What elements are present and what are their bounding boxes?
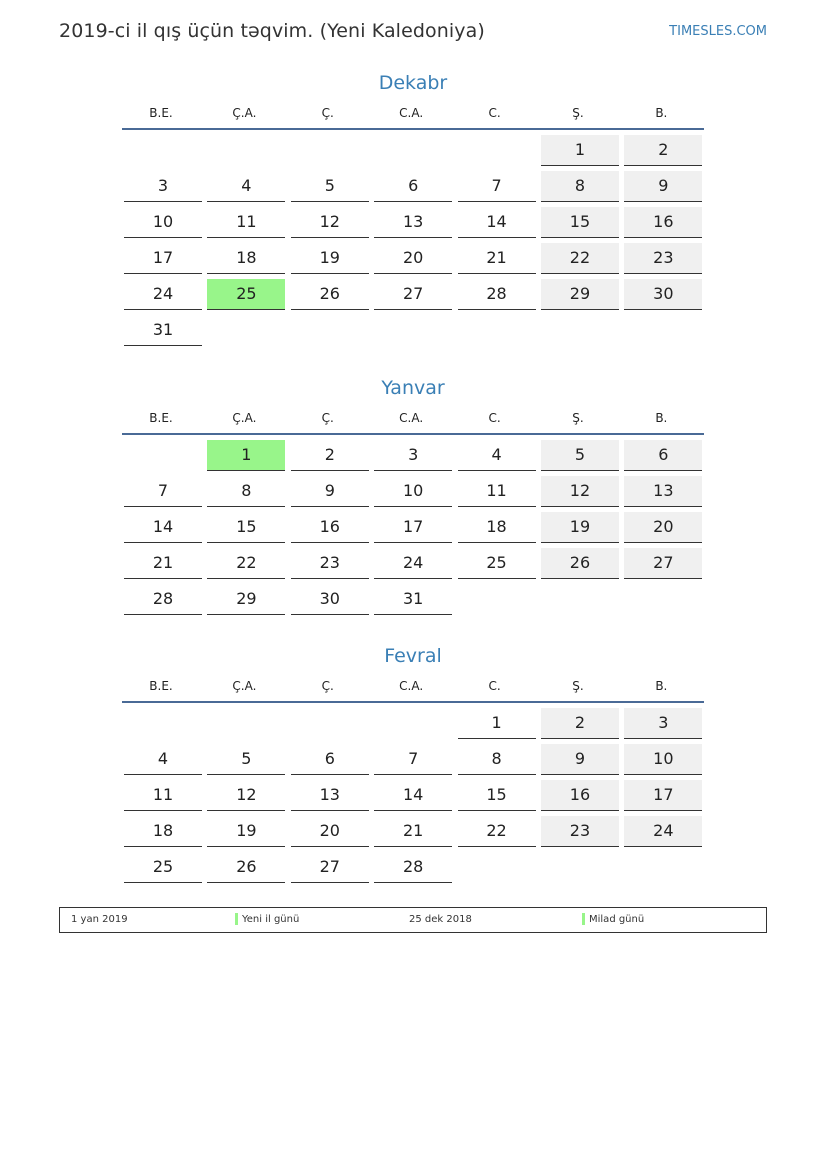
day-cell: 8: [458, 744, 536, 775]
weekday-label: B.: [655, 106, 668, 120]
day-cell: 9: [541, 744, 619, 775]
day-cell: 4: [458, 440, 536, 471]
day-cell: 2: [541, 708, 619, 739]
legend-label: Milad günü: [589, 914, 645, 925]
day-cell: 17: [374, 512, 452, 543]
month-fevral: [122, 643, 704, 883]
empty-day-cell: [291, 708, 369, 739]
holiday-color-marker: [582, 913, 585, 925]
legend-date: 25 dek 2018: [409, 914, 472, 925]
day-cell: 29: [207, 584, 285, 615]
day-cell: 6: [374, 171, 452, 202]
day-cell: 1: [541, 135, 619, 166]
day-cell: 8: [207, 476, 285, 507]
day-cell: 16: [541, 780, 619, 811]
page-title: 2019-ci il qış üçün təqvim. (Yeni Kaledoniya): [59, 20, 485, 42]
day-cell: 19: [541, 512, 619, 543]
weekday-label: C.A.: [399, 679, 424, 693]
day-cell: 10: [374, 476, 452, 507]
weekday-label: Ç.: [321, 679, 334, 693]
day-cell: 20: [624, 512, 702, 543]
empty-day-cell: [124, 135, 202, 166]
weekday-label: C.: [488, 679, 501, 693]
weekday-label: Ş.: [572, 679, 584, 693]
day-cell: 18: [207, 243, 285, 274]
month-dekabr: [122, 70, 704, 346]
day-cell: 3: [124, 171, 202, 202]
weekday-label: Ç.A.: [232, 411, 257, 425]
day-cell: 31: [124, 315, 202, 346]
weekday-header: [122, 679, 704, 703]
day-cell: 1: [458, 708, 536, 739]
weekday-label: Ç.: [321, 106, 334, 120]
month-title: Yanvar: [381, 377, 445, 399]
legend-holiday: [235, 908, 299, 932]
day-cell: 12: [207, 780, 285, 811]
day-cell: 17: [624, 780, 702, 811]
weekday-label: B.E.: [149, 411, 173, 425]
day-cell: 15: [207, 512, 285, 543]
weekday-label: B.E.: [149, 679, 173, 693]
day-cell: 6: [291, 744, 369, 775]
day-cell: 5: [291, 171, 369, 202]
day-cell: 2: [624, 135, 702, 166]
weekday-label: Ç.A.: [232, 679, 257, 693]
day-cell: 13: [624, 476, 702, 507]
day-cell: 4: [207, 171, 285, 202]
day-cell: 15: [541, 207, 619, 238]
day-cell: 9: [291, 476, 369, 507]
day-cell: 7: [374, 744, 452, 775]
days-grid: [122, 708, 704, 883]
day-cell: 18: [458, 512, 536, 543]
day-cell: 19: [207, 816, 285, 847]
empty-day-cell: [458, 135, 536, 166]
day-cell: 23: [624, 243, 702, 274]
day-cell: 26: [541, 548, 619, 579]
days-grid: [122, 440, 704, 615]
weekday-label: Ş.: [572, 411, 584, 425]
day-cell: 20: [291, 816, 369, 847]
day-cell: 18: [124, 816, 202, 847]
holiday-day-cell: 25: [207, 279, 285, 310]
day-cell: 21: [458, 243, 536, 274]
day-cell: 25: [124, 852, 202, 883]
day-cell: 25: [458, 548, 536, 579]
day-cell: 12: [541, 476, 619, 507]
day-cell: 14: [458, 207, 536, 238]
weekday-label: C.A.: [399, 106, 424, 120]
holiday-color-marker: [235, 913, 238, 925]
day-cell: 11: [207, 207, 285, 238]
day-cell: 17: [124, 243, 202, 274]
day-cell: 13: [374, 207, 452, 238]
holiday-day-cell: 1: [207, 440, 285, 471]
site-link[interactable]: TIMESLES.COM: [669, 24, 767, 39]
weekday-label: C.: [488, 411, 501, 425]
day-cell: 4: [124, 744, 202, 775]
weekday-label: C.A.: [399, 411, 424, 425]
month-yanvar: [122, 375, 704, 615]
day-cell: 11: [458, 476, 536, 507]
day-cell: 14: [374, 780, 452, 811]
day-cell: 28: [374, 852, 452, 883]
weekday-label: B.: [655, 679, 668, 693]
day-cell: 27: [291, 852, 369, 883]
days-grid: [122, 135, 704, 346]
weekday-label: B.E.: [149, 106, 173, 120]
day-cell: 19: [291, 243, 369, 274]
day-cell: 28: [458, 279, 536, 310]
day-cell: 2: [291, 440, 369, 471]
day-cell: 23: [541, 816, 619, 847]
empty-day-cell: [207, 708, 285, 739]
holiday-legend: [59, 907, 767, 933]
weekday-label: Ş.: [572, 106, 584, 120]
weekday-label: C.: [488, 106, 501, 120]
legend-label: Yeni il günü: [242, 914, 300, 925]
day-cell: 11: [124, 780, 202, 811]
day-cell: 10: [624, 744, 702, 775]
day-cell: 16: [291, 512, 369, 543]
day-cell: 9: [624, 171, 702, 202]
day-cell: 10: [124, 207, 202, 238]
empty-day-cell: [124, 708, 202, 739]
day-cell: 22: [458, 816, 536, 847]
empty-day-cell: [374, 708, 452, 739]
day-cell: 30: [291, 584, 369, 615]
day-cell: 24: [124, 279, 202, 310]
day-cell: 26: [207, 852, 285, 883]
month-title: Dekabr: [378, 72, 448, 94]
empty-day-cell: [207, 135, 285, 166]
empty-day-cell: [291, 135, 369, 166]
day-cell: 22: [541, 243, 619, 274]
day-cell: 22: [207, 548, 285, 579]
day-cell: 21: [374, 816, 452, 847]
day-cell: 3: [374, 440, 452, 471]
day-cell: 23: [291, 548, 369, 579]
day-cell: 12: [291, 207, 369, 238]
day-cell: 5: [541, 440, 619, 471]
day-cell: 5: [207, 744, 285, 775]
month-title: Fevral: [384, 645, 442, 667]
legend-holiday: [582, 908, 644, 932]
day-cell: 15: [458, 780, 536, 811]
day-cell: 8: [541, 171, 619, 202]
day-cell: 26: [291, 279, 369, 310]
empty-day-cell: [374, 135, 452, 166]
day-cell: 28: [124, 584, 202, 615]
day-cell: 27: [624, 548, 702, 579]
day-cell: 31: [374, 584, 452, 615]
day-cell: 7: [458, 171, 536, 202]
day-cell: 14: [124, 512, 202, 543]
weekday-header: [122, 411, 704, 435]
day-cell: 29: [541, 279, 619, 310]
day-cell: 24: [624, 816, 702, 847]
day-cell: 24: [374, 548, 452, 579]
day-cell: 7: [124, 476, 202, 507]
day-cell: 30: [624, 279, 702, 310]
weekday-label: Ç.: [321, 411, 334, 425]
day-cell: 20: [374, 243, 452, 274]
weekday-label: B.: [655, 411, 668, 425]
weekday-header: [122, 106, 704, 130]
empty-day-cell: [124, 440, 202, 471]
day-cell: 21: [124, 548, 202, 579]
weekday-label: Ç.A.: [232, 106, 257, 120]
legend-date: 1 yan 2019: [71, 914, 128, 925]
day-cell: 13: [291, 780, 369, 811]
day-cell: 27: [374, 279, 452, 310]
day-cell: 16: [624, 207, 702, 238]
day-cell: 3: [624, 708, 702, 739]
day-cell: 6: [624, 440, 702, 471]
